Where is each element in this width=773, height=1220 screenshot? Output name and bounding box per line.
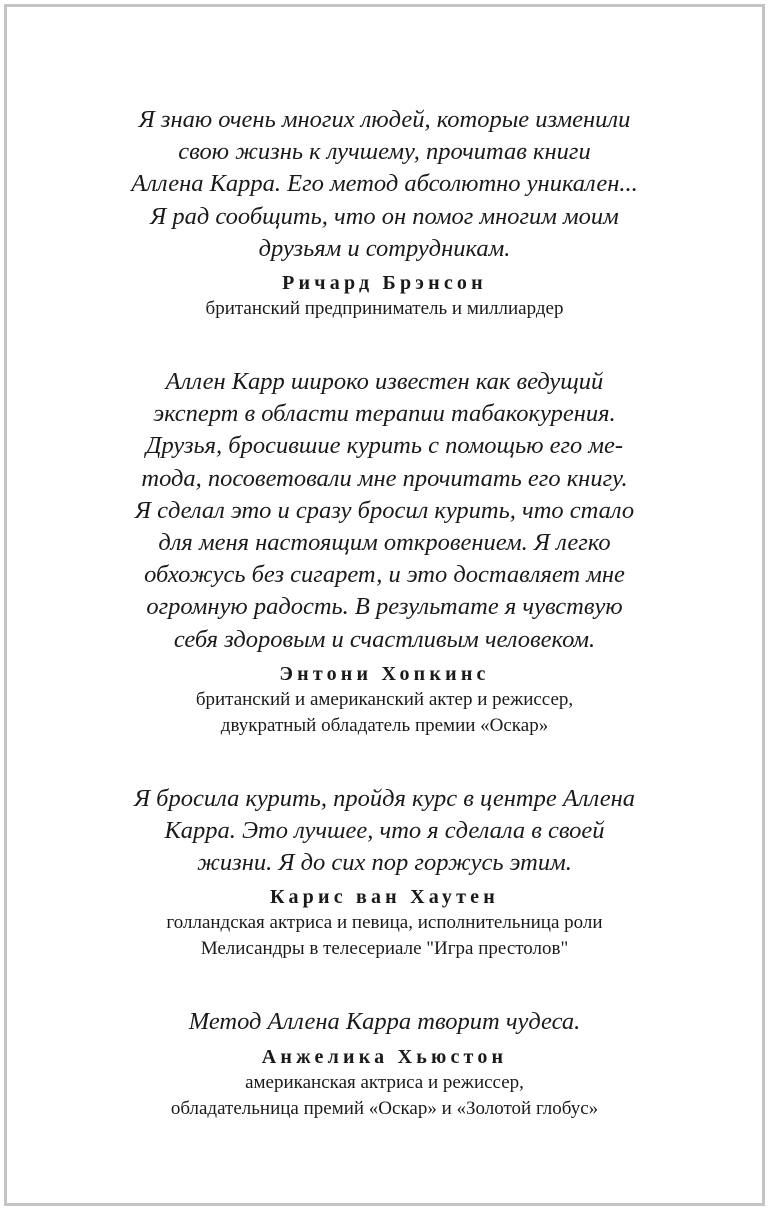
quote-line: Аллена Карра. Его метод абсолютно уникален...: [131, 170, 638, 198]
testimonial-author: Энтони Хопкинс: [279, 662, 490, 685]
testimonial-quote: [7, 783, 762, 880]
quote-line: Я бросила курить, пройдя курс в центре Аллена: [133, 784, 636, 812]
description-line: двукратный обладатель премии «Оскар»: [220, 714, 549, 736]
testimonial-4: [7, 1006, 762, 1121]
quote-line: свою жизнь к лучшему, прочитав книги: [178, 138, 591, 166]
quote-line: тода, посоветовали мне прочитать его книгу.: [141, 464, 628, 492]
description-line: британский предприниматель и миллиардер: [205, 298, 564, 320]
testimonial-3: [7, 783, 762, 963]
quote-line: Я рад сообщить, что он помог многим моим: [150, 202, 619, 230]
quote-line: Метод Аллена Карра творит чудеса.: [188, 1008, 581, 1036]
quote-line: друзьям и сотрудникам.: [258, 234, 511, 262]
testimonial-author-description: [7, 296, 762, 322]
testimonials-list: [7, 104, 762, 1122]
quote-line: эксперт в области терапии табакокурения.: [153, 400, 616, 428]
quote-line: Я сделал это и сразу бросил курить, что стало: [134, 496, 635, 524]
quote-line: Карра. Это лучшее, что я сделала в своей: [164, 817, 605, 845]
testimonial-author-description: [7, 1070, 762, 1122]
testimonial-quote: [7, 366, 762, 656]
description-line: обладательница премий «Оскар» и «Золотой глобус»: [170, 1097, 599, 1119]
testimonial-quote: [7, 104, 762, 265]
description-line: Мелисандры в телесериале "Игра престолов": [200, 938, 569, 960]
testimonial-author-description: [7, 910, 762, 962]
description-line: голландская актриса и певица, исполнительница роли: [166, 912, 603, 934]
quote-line: огромную радость. В результате я чувствую: [146, 593, 623, 621]
quote-line: для меня настоящим откровением. Я легко: [158, 529, 611, 557]
testimonial-quote: [7, 1006, 762, 1038]
page: [4, 4, 765, 1206]
testimonial-author: Анжелика Хьюстон: [261, 1045, 508, 1068]
description-line: британский и американский актер и режиссер,: [195, 688, 574, 710]
testimonial-author: Карис ван Хаутен: [270, 886, 499, 909]
testimonial-author-description: [7, 687, 762, 739]
description-line: американская актриса и режиссер,: [245, 1071, 524, 1093]
quote-line: жизни. Я до сих пор горжусь этим.: [197, 849, 572, 877]
testimonial-1: [7, 104, 762, 322]
quote-line: обхожусь без сигарет, и это доставляет мне: [144, 561, 625, 589]
testimonial-author: Ричард Брэнсон: [282, 272, 487, 295]
quote-line: Друзья, бросившие курить с помощью его ме-: [145, 432, 624, 460]
testimonial-2: [7, 366, 762, 739]
quote-line: Аллен Карр широко известен как ведущий: [165, 368, 604, 396]
quote-line: Я знаю очень многих людей, которые изменили: [138, 106, 631, 133]
quote-line: себя здоровым и счастливым человеком.: [173, 625, 596, 653]
